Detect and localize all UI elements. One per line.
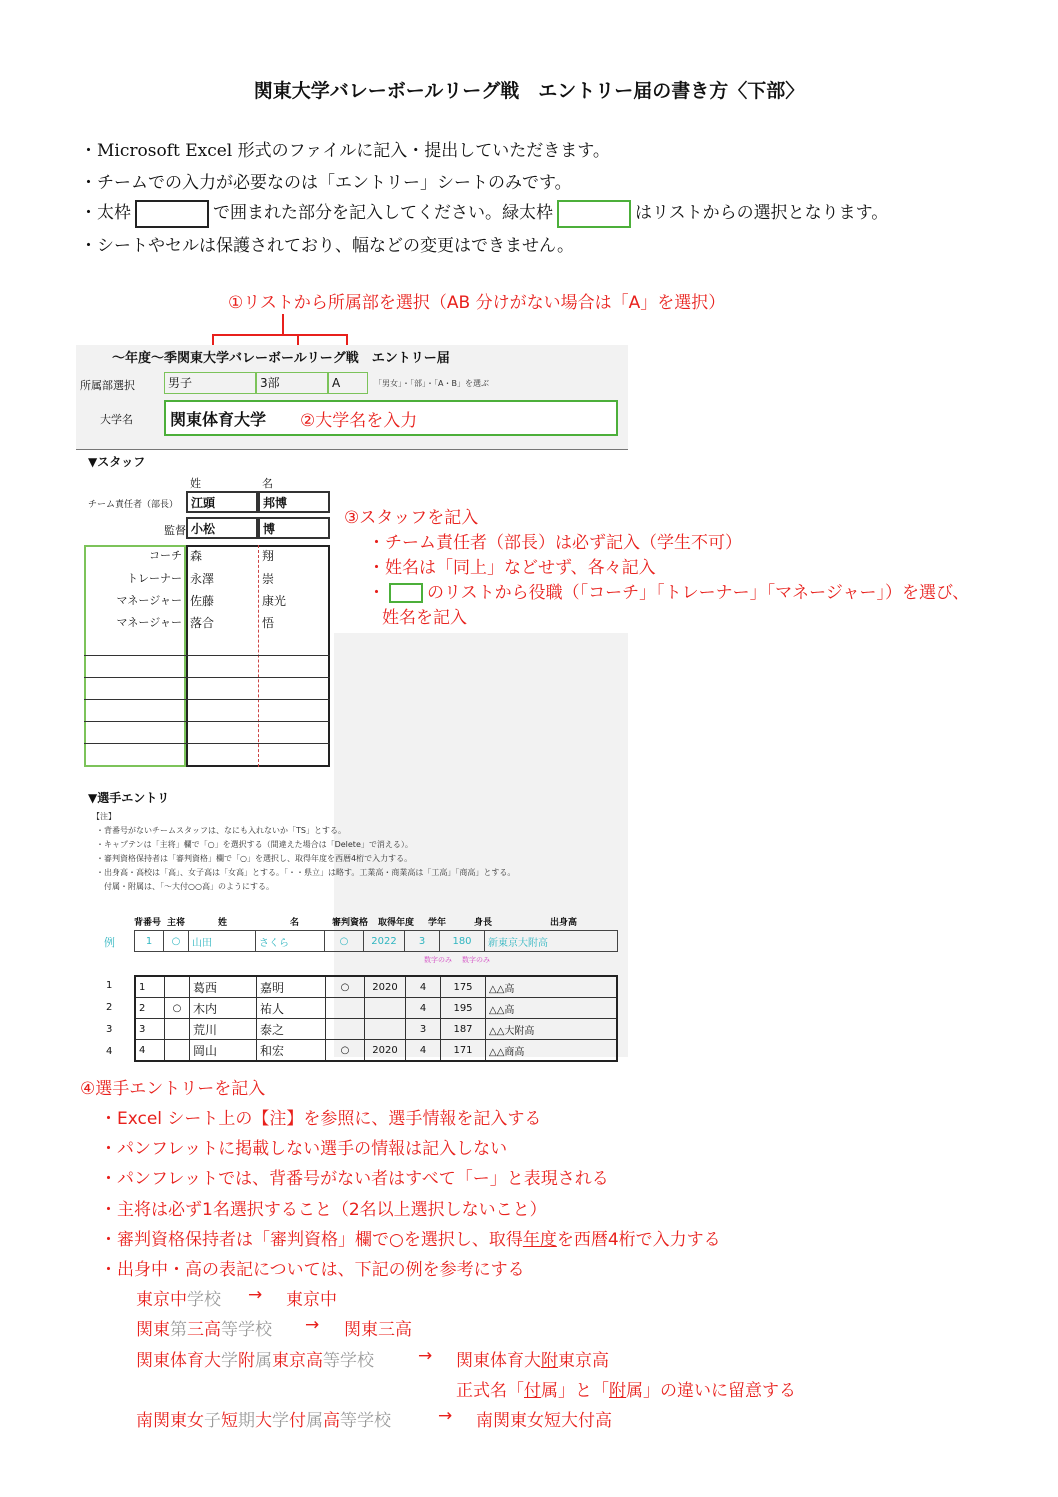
affil-division-select[interactable]: 3部 bbox=[256, 372, 328, 394]
ph-height: 身長 bbox=[474, 918, 493, 928]
player-cap[interactable] bbox=[165, 1040, 190, 1062]
ph-num: 背番号 bbox=[134, 918, 162, 928]
staff-role-1[interactable]: コーチ bbox=[149, 549, 182, 562]
ph-mei: 名 bbox=[290, 918, 300, 928]
staff-mei-4[interactable]: 悟 bbox=[262, 616, 275, 630]
sheet-title: ～年度～季関東大学バレーボールリーグ戦 エントリー届 bbox=[112, 351, 450, 366]
player-sei[interactable]: 葛西 bbox=[190, 976, 257, 998]
example-2-part-3: 三高 bbox=[187, 1320, 221, 1340]
player-ref[interactable]: ○ bbox=[326, 976, 365, 998]
example-3-note-a: 正式名「 bbox=[456, 1381, 524, 1401]
ex-year: 2022 bbox=[364, 931, 405, 952]
player-ref[interactable] bbox=[326, 1019, 365, 1040]
example-4-arrow: → bbox=[438, 1406, 453, 1426]
intro-line-4: ・シートやセルは保護されており、幅などの変更はできません。 bbox=[80, 236, 575, 256]
player-height[interactable]: 171 bbox=[441, 1040, 486, 1062]
example-2-arrow: → bbox=[305, 1315, 320, 1335]
director-sei-input[interactable]: 小松 bbox=[186, 517, 258, 539]
player-year[interactable] bbox=[365, 998, 406, 1019]
head-mei-input[interactable]: 邦博 bbox=[258, 491, 330, 513]
player-num[interactable]: 3 bbox=[135, 1019, 165, 1040]
director-mei-input[interactable]: 博 bbox=[258, 517, 330, 539]
example-3-arrow: → bbox=[418, 1346, 433, 1366]
example-4 bbox=[136, 1406, 391, 1431]
note-5: 付属・附属は、「～大付○○高」のようにする。 bbox=[96, 882, 274, 891]
ex-cap: ○ bbox=[164, 931, 189, 952]
example-4-part-3: 短 bbox=[221, 1411, 238, 1431]
row-index-1: 1 bbox=[106, 980, 113, 991]
black-frame-sample bbox=[135, 200, 209, 228]
annotation-1-connector bbox=[282, 314, 284, 334]
player-cap[interactable] bbox=[165, 1019, 190, 1040]
annotation-3-line-4: 姓名を記入 bbox=[382, 608, 467, 628]
example-2-part-1: 関東 bbox=[136, 1320, 170, 1340]
ex-ref: ○ bbox=[325, 931, 364, 952]
player-ref[interactable] bbox=[326, 998, 365, 1019]
table-row[interactable] bbox=[135, 998, 617, 1019]
section-4-line-3: ・パンフレットでは、背番号がない者はすべて「ー」と表現される bbox=[100, 1169, 609, 1189]
player-grade[interactable]: 4 bbox=[406, 1040, 441, 1062]
player-ref[interactable]: ○ bbox=[326, 1040, 365, 1062]
notes-head: 【注】 bbox=[92, 812, 116, 821]
green-box-icon bbox=[389, 583, 423, 603]
example-3-result-c: 東京高 bbox=[558, 1351, 609, 1371]
annotation-3-line-2: ・姓名は「同上」などせず、各々記入 bbox=[368, 558, 656, 578]
player-grade[interactable]: 3 bbox=[406, 1019, 441, 1040]
example-2-part-2: 第 bbox=[170, 1320, 187, 1340]
section-4-line-6: ・出身中・高の表記については、下記の例を参考にする bbox=[100, 1260, 525, 1280]
intro-line-1: ・Microsoft Excel 形式のファイルに記入・提出していただきます。 bbox=[80, 141, 610, 161]
example-1-part-2: 学校 bbox=[187, 1290, 221, 1310]
green-frame-sample bbox=[557, 200, 631, 228]
example-note-2: 数字のみ bbox=[462, 956, 490, 964]
example-3 bbox=[136, 1346, 374, 1371]
player-height[interactable]: 195 bbox=[441, 998, 486, 1019]
staff-col-sei: 姓 bbox=[190, 477, 201, 490]
example-1 bbox=[136, 1285, 221, 1310]
staff-grid-divider bbox=[258, 545, 259, 767]
note-3: ・審判資格保持者は「審判資格」欄で「○」を選択し、取得年度を西暦4桁で入力する。 bbox=[96, 854, 413, 863]
example-3-part-3: 附 bbox=[238, 1351, 255, 1371]
player-cap[interactable] bbox=[165, 976, 190, 998]
staff-sei-4[interactable]: 落合 bbox=[190, 616, 215, 630]
section-4-line-5-a: ・審判資格保持者は「審判資格」欄で○を選択し、取得 bbox=[100, 1230, 523, 1250]
player-num[interactable]: 1 bbox=[135, 976, 165, 998]
ex-num: 1 bbox=[135, 931, 164, 952]
example-3-part-5: 東京高 bbox=[272, 1351, 323, 1371]
excel-sheet-screenshot bbox=[76, 345, 628, 1057]
staff-mei-1[interactable]: 翔 bbox=[262, 549, 275, 563]
intro-line-3-a: ・太枠 bbox=[80, 203, 131, 223]
example-label: 例 bbox=[104, 936, 115, 949]
note-4: ・出身高・高校は「高」、女子高は「女高」とする。「・・県立」は略す。工業高・商業高は「工高」「商高」とする。 bbox=[96, 868, 516, 877]
player-grade[interactable]: 4 bbox=[406, 998, 441, 1019]
example-1-arrow: → bbox=[248, 1285, 263, 1305]
player-year[interactable]: 2020 bbox=[365, 976, 406, 998]
sheet-divider bbox=[76, 449, 628, 450]
player-school[interactable]: △△商高 bbox=[486, 1040, 618, 1062]
coach-label: 監督 bbox=[164, 524, 186, 537]
affil-label: 所属部選択 bbox=[80, 379, 135, 392]
section-4-title: ④選手エントリーを記入 bbox=[80, 1079, 266, 1099]
example-4-part-4: 期 bbox=[238, 1411, 255, 1431]
intro-line-3-b: で囲まれた部分を記入してください。緑太枠 bbox=[213, 203, 553, 223]
example-2-part-4: 等学校 bbox=[221, 1320, 272, 1340]
player-school[interactable]: △△高 bbox=[486, 998, 618, 1019]
annotation-3-title: ③スタッフを記入 bbox=[344, 508, 479, 528]
row-index-2: 2 bbox=[106, 1002, 113, 1013]
affil-hint: 「男女」・「部」・「A・B」を選ぶ bbox=[374, 379, 489, 388]
annotation-3-line-3 bbox=[368, 578, 969, 603]
player-school[interactable]: △△高 bbox=[486, 976, 618, 998]
player-num[interactable]: 2 bbox=[135, 998, 165, 1019]
example-4-part-7: 付 bbox=[289, 1411, 306, 1431]
example-4-part-8: 属 bbox=[306, 1411, 323, 1431]
example-3-note bbox=[456, 1376, 796, 1401]
player-sei[interactable]: 木内 bbox=[190, 998, 257, 1019]
example-4-result: 南関東女短大付高 bbox=[476, 1411, 612, 1431]
annotation-3-line-3-text: のリストから役職（「コーチ」「トレーナー」「マネージャー」）を選び、 bbox=[427, 583, 970, 603]
ex-sei: 山田 bbox=[189, 931, 256, 952]
example-3-note-b: 付 bbox=[524, 1381, 541, 1401]
univ-label: 大学名 bbox=[100, 413, 133, 426]
ph-sei: 姓 bbox=[218, 918, 228, 928]
ph-cap: 主将 bbox=[167, 918, 186, 928]
example-3-note-c: 属」と「 bbox=[541, 1381, 609, 1401]
player-grade[interactable]: 4 bbox=[406, 976, 441, 998]
note-2: ・キャプテンは「主将」欄で「○」を選択する（間違えた場合は「Delete」で消える）。 bbox=[96, 840, 413, 849]
staff-row-line bbox=[84, 655, 330, 656]
example-4-part-9: 高 bbox=[323, 1411, 340, 1431]
player-cap[interactable]: ○ bbox=[165, 998, 190, 1019]
head-label: チーム責任者（部長） bbox=[88, 500, 179, 510]
annotation-3-bullet: ・ bbox=[368, 583, 385, 603]
intro-line-2: ・チームでの入力が必要なのは「エントリー」シートのみです。 bbox=[80, 173, 572, 193]
player-mei[interactable]: 和宏 bbox=[257, 1040, 326, 1062]
example-4-part-6: 学 bbox=[272, 1411, 289, 1431]
table-row[interactable] bbox=[135, 976, 617, 998]
ph-school: 出身高 bbox=[550, 918, 578, 928]
example-4-part-1: 南関東女 bbox=[136, 1411, 204, 1431]
example-4-part-2: 子 bbox=[204, 1411, 221, 1431]
staff-row-line bbox=[84, 743, 330, 744]
ex-mei: さくら bbox=[256, 931, 325, 952]
intro-line-3 bbox=[80, 198, 888, 228]
head-sei-input[interactable]: 江頭 bbox=[186, 491, 258, 513]
section-4-line-5-c: を西暦4桁で入力する bbox=[556, 1230, 721, 1250]
example-3-note-d: 附 bbox=[609, 1381, 626, 1401]
player-height[interactable]: 175 bbox=[441, 976, 486, 998]
player-height[interactable]: 187 bbox=[441, 1019, 486, 1040]
example-1-part-1: 東京中 bbox=[136, 1290, 187, 1310]
example-3-result-a: 関東体育大 bbox=[456, 1351, 541, 1371]
staff-section-title: ▼スタッフ bbox=[88, 455, 146, 469]
annotation-1-bracket bbox=[212, 334, 348, 336]
staff-role-4[interactable]: マネージャー bbox=[116, 616, 182, 629]
example-4-part-5: 大 bbox=[255, 1411, 272, 1431]
example-3-part-6: 等学校 bbox=[323, 1351, 374, 1371]
annotation-2: ②大学名を入力 bbox=[300, 411, 418, 431]
example-2-result: 関東三高 bbox=[344, 1320, 412, 1340]
example-4-part-10: 等学校 bbox=[340, 1411, 391, 1431]
staff-role-2[interactable]: トレーナー bbox=[127, 572, 182, 585]
staff-sei-2[interactable]: 永澤 bbox=[190, 572, 215, 586]
staff-role-3[interactable]: マネージャー bbox=[116, 594, 182, 607]
ex-grade: 3 bbox=[405, 931, 440, 952]
staff-mei-3[interactable]: 康光 bbox=[262, 594, 287, 608]
note-1: ・背番号がないチームスタッフは、なにも入れないか「TS」とする。 bbox=[96, 826, 346, 835]
player-year[interactable]: 2020 bbox=[365, 1040, 406, 1062]
section-4-line-5 bbox=[100, 1225, 721, 1250]
section-4-line-2: ・パンフレットに掲載しない選手の情報は記入しない bbox=[100, 1139, 508, 1159]
example-1-result: 東京中 bbox=[286, 1290, 337, 1310]
staff-sei-1[interactable]: 森 bbox=[190, 549, 203, 563]
affil-ab-select[interactable]: A bbox=[328, 372, 368, 394]
player-mei[interactable]: 祐人 bbox=[257, 998, 326, 1019]
univ-value: 関東体育大学 bbox=[170, 410, 267, 429]
ex-school: 新東京大附高 bbox=[485, 931, 618, 952]
player-section-title: ▼選手エントリ bbox=[88, 791, 170, 805]
table-row[interactable] bbox=[135, 1019, 617, 1040]
affil-gender-select[interactable]: 男子 bbox=[164, 372, 256, 394]
ph-year: 取得年度 bbox=[378, 918, 415, 928]
annotation-3-line-1: ・チーム責任者（部長）は必ず記入（学生不可） bbox=[368, 533, 742, 553]
section-4-line-5-b: 年度 bbox=[522, 1230, 557, 1250]
example-3-result bbox=[456, 1346, 609, 1371]
player-school[interactable]: △△大附高 bbox=[486, 1019, 618, 1040]
staff-row-line bbox=[84, 721, 330, 722]
page-title: 関東大学バレーボールリーグ戦 エントリー届の書き方〈下部〉 bbox=[253, 80, 805, 102]
staff-row-line bbox=[84, 699, 330, 700]
player-sei[interactable]: 岡山 bbox=[190, 1040, 257, 1062]
player-mei[interactable]: 嘉明 bbox=[257, 976, 326, 998]
staff-mei-2[interactable]: 崇 bbox=[262, 572, 275, 586]
annotation-1: ①リストから所属部を選択（AB 分けがない場合は「A」を選択） bbox=[228, 293, 726, 313]
player-mei[interactable]: 泰之 bbox=[257, 1019, 326, 1040]
section-4-line-4: ・主将は必ず1名選択すること（2名以上選択しないこと） bbox=[100, 1200, 547, 1220]
player-year[interactable] bbox=[365, 1019, 406, 1040]
example-3-part-2: 学 bbox=[221, 1351, 238, 1371]
example-3-note-e: 属」の違いに留意する bbox=[626, 1381, 796, 1401]
example-row bbox=[134, 930, 618, 952]
example-3-result-b: 附 bbox=[541, 1351, 558, 1371]
example-3-part-4: 属 bbox=[255, 1351, 272, 1371]
example-note-1: 数字のみ bbox=[424, 956, 452, 964]
player-sei[interactable]: 荒川 bbox=[190, 1019, 257, 1040]
staff-sei-3[interactable]: 佐藤 bbox=[190, 594, 215, 608]
player-table[interactable] bbox=[134, 975, 618, 1062]
ex-height: 180 bbox=[440, 931, 485, 952]
row-index-3: 3 bbox=[106, 1024, 113, 1035]
staff-row-line bbox=[84, 677, 330, 678]
player-num[interactable]: 4 bbox=[135, 1040, 165, 1062]
ph-grade: 学年 bbox=[428, 918, 447, 928]
ph-ref: 審判資格 bbox=[332, 918, 369, 928]
example-3-part-1: 関東体育大 bbox=[136, 1351, 221, 1371]
row-index-4: 4 bbox=[106, 1046, 113, 1057]
example-2 bbox=[136, 1315, 272, 1340]
table-row[interactable] bbox=[135, 1040, 617, 1062]
staff-col-mei: 名 bbox=[262, 477, 273, 490]
intro-line-3-c: はリストからの選択となります。 bbox=[635, 203, 889, 223]
section-4-line-1: ・Excel シート上の【注】を参照に、選手情報を記入する bbox=[100, 1109, 542, 1129]
